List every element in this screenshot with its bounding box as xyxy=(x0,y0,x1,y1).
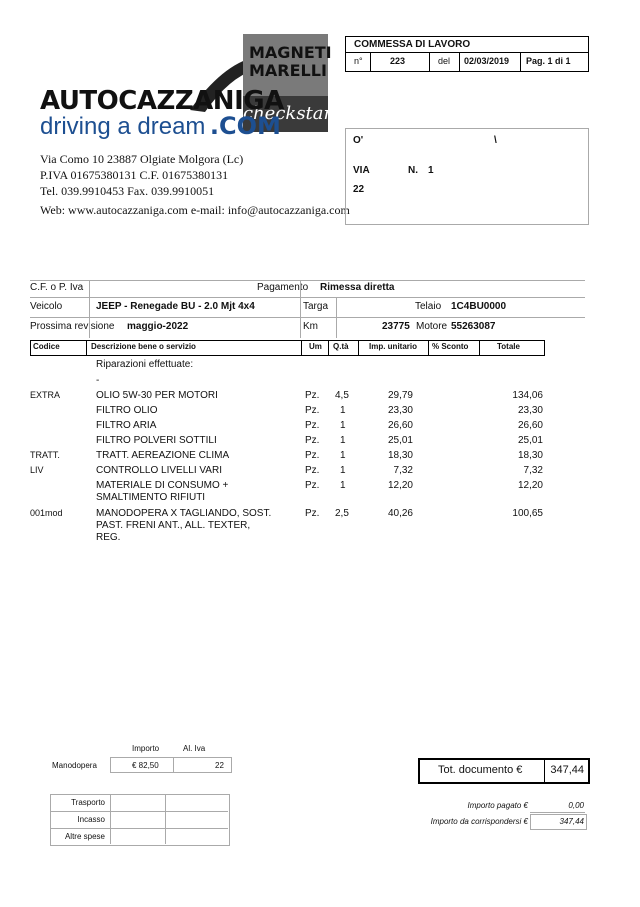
row-desc: FILTRO OLIO xyxy=(96,405,158,416)
row-desc: MANODOPERA X TAGLIANDO, SOST. xyxy=(96,508,272,519)
customer-n-value: 1 xyxy=(428,165,434,176)
row-um: Pz. xyxy=(305,405,320,416)
col-codice: Codice xyxy=(33,342,60,351)
table-intro: Riparazioni effettuate: xyxy=(96,359,194,370)
row-desc: TRATT. AEREAZIONE CLIMA xyxy=(96,450,230,461)
row-qty: 2,5 xyxy=(335,508,349,519)
row-unit: 7,32 xyxy=(393,465,413,476)
table-row xyxy=(30,450,543,465)
row-code: TRATT. xyxy=(30,450,60,460)
row-total: 18,30 xyxy=(517,450,543,461)
motore-label: Motore xyxy=(416,321,448,332)
row-code: EXTRA xyxy=(30,390,61,400)
pagato-label: Importo pagato € xyxy=(467,801,528,810)
table-row xyxy=(30,405,543,420)
customer-box xyxy=(345,128,589,225)
aliva-label: Al. Iva xyxy=(183,744,206,753)
pagamento-label: Pagamento xyxy=(257,282,309,293)
table-row xyxy=(30,508,543,548)
customer-name-tail: \ xyxy=(494,135,497,146)
row-qty: 1 xyxy=(340,405,346,416)
manodopera-label: Manodopera xyxy=(52,761,97,770)
row-total: 25,01 xyxy=(517,435,543,446)
row-um: Pz. xyxy=(305,450,320,461)
col-sconto: % Sconto xyxy=(432,342,469,351)
total-box xyxy=(418,758,590,784)
row-qty: 1 xyxy=(340,480,346,491)
row-qty: 1 xyxy=(340,450,346,461)
col-imp-unitario: Imp. unitario xyxy=(369,342,417,351)
row-um: Pz. xyxy=(305,465,320,476)
table-dash: - xyxy=(96,375,100,386)
manodopera-iva: 22 xyxy=(215,761,224,770)
altre-spese-label: Altre spese xyxy=(64,832,105,841)
customer-cap: 22 xyxy=(353,184,365,195)
corrispondersi-label: Importo da corrispondersi € xyxy=(430,817,528,826)
importo-label: Importo xyxy=(132,744,160,753)
table-row xyxy=(30,420,543,435)
row-desc: OLIO 5W-30 PER MOTORI xyxy=(96,390,218,401)
table-row xyxy=(30,390,543,405)
company-word: AUTOCAZZANIGA xyxy=(40,86,284,116)
table-row xyxy=(30,465,543,480)
row-um: Pz. xyxy=(305,390,320,401)
row-qty: 1 xyxy=(340,420,346,431)
row-desc: FILTRO ARIA xyxy=(96,420,157,431)
revisione-label: Prossima revisione xyxy=(30,321,115,332)
total-value: 347,44 xyxy=(550,764,584,776)
brand-top-text: MAGNETI MARELLI xyxy=(249,43,332,80)
revisione-value: maggio-2022 xyxy=(127,321,189,332)
row-unit: 26,60 xyxy=(387,420,413,431)
order-title: COMMESSA DI LAVORO xyxy=(354,39,471,50)
pagato-value: 0,00 xyxy=(568,801,584,810)
order-number: 223 xyxy=(390,56,406,66)
row-total: 7,32 xyxy=(523,465,543,476)
company-address xyxy=(40,151,243,199)
row-total: 12,20 xyxy=(517,480,543,491)
row-um: Pz. xyxy=(305,480,320,491)
row-unit: 25,01 xyxy=(387,435,413,446)
order-box xyxy=(345,36,589,72)
row-um: Pz. xyxy=(305,420,320,431)
customer-n-label: N. xyxy=(408,165,418,176)
row-unit: 23,30 xyxy=(387,405,413,416)
telaio-label: Telaio xyxy=(415,301,442,312)
row-desc-3: REG. xyxy=(96,532,121,543)
customer-name: O' xyxy=(353,135,364,146)
spese-summary xyxy=(50,794,230,846)
row-unit: 12,20 xyxy=(387,480,413,491)
row-um: Pz. xyxy=(305,508,320,519)
vehicle-info xyxy=(30,280,585,340)
row-um: Pz. xyxy=(305,435,320,446)
order-page: Pag. 1 di 1 xyxy=(526,56,571,66)
address-line: Via Como 10 23887 Olgiate Molgora (Lc) xyxy=(40,152,244,166)
row-desc-2: SMALTIMENTO RIFIUTI xyxy=(96,492,206,503)
row-total: 26,60 xyxy=(517,420,543,431)
company-com: .COM xyxy=(209,112,281,140)
brand-bottom-text: checkstar xyxy=(243,103,333,124)
row-qty: 1 xyxy=(340,435,346,446)
address-line: P.IVA 01675380131 C.F. 01675380131 xyxy=(40,168,229,182)
col-qta: Q.tà xyxy=(333,342,349,351)
row-total: 100,65 xyxy=(512,508,543,519)
manodopera-summary xyxy=(40,744,235,774)
motore-value: 55263087 xyxy=(451,321,496,332)
row-total: 23,30 xyxy=(517,405,543,416)
row-code: 001mod xyxy=(30,508,63,518)
row-desc-2: PAST. FRENI ANT., ALL. TEXTER, xyxy=(96,520,251,531)
order-date: 02/03/2019 xyxy=(464,56,510,66)
cf-label: C.F. o P. Iva xyxy=(30,282,84,293)
manodopera-importo: € 82,50 xyxy=(132,761,159,770)
company-slogan: driving a dream xyxy=(40,113,206,140)
col-um: Um xyxy=(309,342,322,351)
row-qty: 4,5 xyxy=(335,390,349,401)
order-n-label: n° xyxy=(354,56,363,66)
row-desc: CONTROLLO LIVELLI VARI xyxy=(96,465,222,476)
targa-label: Targa xyxy=(303,301,329,312)
row-unit: 29,79 xyxy=(387,390,413,401)
veicolo-label: Veicolo xyxy=(30,301,63,312)
order-del-label: del xyxy=(438,56,451,66)
col-totale: Totale xyxy=(497,342,520,351)
address-line: Tel. 039.9910453 Fax. 039.9910051 xyxy=(40,184,215,198)
trasporto-label: Trasporto xyxy=(71,798,105,807)
km-label: Km xyxy=(303,321,318,332)
row-desc: FILTRO POLVERI SOTTILI xyxy=(96,435,217,446)
items-table-header xyxy=(30,340,545,356)
row-qty: 1 xyxy=(340,465,346,476)
row-code: LIV xyxy=(30,465,44,475)
customer-via-label: VIA xyxy=(353,165,370,176)
pagamento-value: Rimessa diretta xyxy=(320,282,395,293)
row-desc: MATERIALE DI CONSUMO + xyxy=(96,480,229,491)
company-slogan-row xyxy=(40,112,281,141)
incasso-label: Incasso xyxy=(77,815,105,824)
row-unit: 18,30 xyxy=(387,450,413,461)
total-label: Tot. documento € xyxy=(438,764,523,776)
km-value: 23775 xyxy=(382,321,410,332)
col-descrizione: Descrizione bene o servizio xyxy=(91,342,196,351)
corrispondersi-value: 347,44 xyxy=(559,817,584,826)
telaio-value: 1C4BU0000 xyxy=(451,301,507,312)
veicolo-value: JEEP - Renegade BU - 2.0 Mjt 4x4 xyxy=(96,301,255,312)
row-unit: 40,26 xyxy=(387,508,413,519)
table-row xyxy=(30,435,543,450)
company-web: Web: www.autocazzaniga.com e-mail: info@autocazzaniga.com xyxy=(40,203,350,217)
row-total: 134,06 xyxy=(512,390,543,401)
table-row xyxy=(30,480,543,508)
